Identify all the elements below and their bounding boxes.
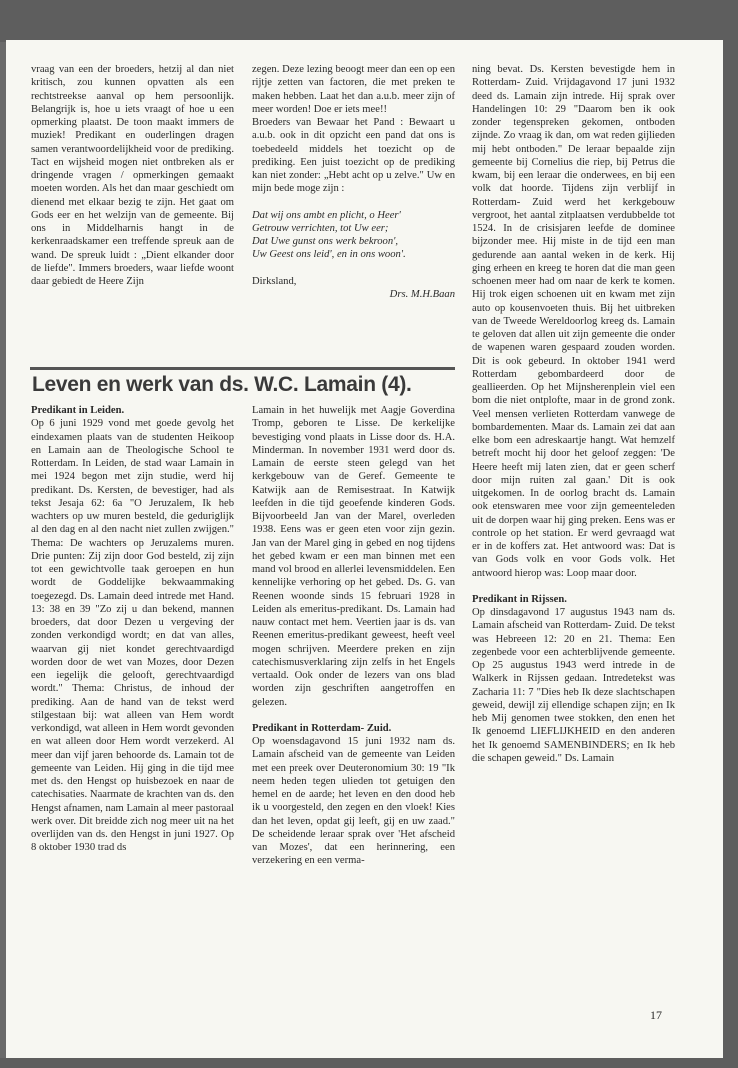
top-article-paragraph-2: Broeders van Bewaar het Pand : Bewaart u a.u.b. ook in dit opzicht een pand dat ons is toebedeeld middels het toezicht op de prediking. Een juist toezicht op de prediking kan niet zonder: „Hebt acht op u zelve." Uw en mijn bede moge zijn : — [252, 117, 455, 195]
scan-top-border — [0, 0, 738, 42]
section-heading-leiden: Predikant in Leiden. — [31, 405, 125, 416]
top-article-column-2 — [252, 63, 455, 301]
article-text-leiden: Op 6 juni 1929 vond met goede gevolg het eindexamen plaats van de studenten Heikoop en Lamain aan de Theologische School te Rotterdam. In Leiden, de stad waar Lamain in mei 1924 begon met zijn studie, werd hij predikant. Ds. Kersten, de bevestiger, had als tekst Jesaja 62: 6a "O Jeruzalem, Ik heb wachters op uw muren besteld, die geduriglijk al den dag en al den nacht niet zullen zwijgen." Thema: De wachters op Jeruzalems muren. Drie punten: Zij zijn door God besteld, zij zijn tot een gewichtvolle taak geroepen en hun wordt de Goddelijke bekwaammaking toegezegd. Ds. Lamain deed intrede met Hand. 13: 38 en 39 "Zo zij u dan bekend, mannen broeders, dat door Dezen u vergeving der zonden verkondigd wordt; en dat van alles, waarvan gij niet kondet gerechtvaardigd worden door de wet van Mozes, door Dezen een iegelijk die gelooft, gerechtvaardigd wordt." Thema: Christus, de inhoud der prediking. Aan de hand van de tekst werd stilgestaan bij: wat alleen van Hem wordt verkondigd, wat alleen in Hem wordt gevonden en wat alleen door Hem wordt verzekerd. Al meer dan vijf jaren behoorde ds. Lamain tot de gemeente van Leiden. Hij ging in die tijd mee met ds. den Hengst op huisbezoek en naar de catechisaties. Naarmate de krachten van ds. den Hengst afnamen, nam Lamain al meer pastoraal werk over. Dit breidde zich nog meer uit na het overlijden van ds. den Hengst in juni 1927. Op 8 oktober 1930 trad ds — [31, 418, 234, 854]
article-text-rotterdam: Op woensdagavond 15 juni 1932 nam ds. Lamain afscheid van de gemeente van Leiden met een preek over Deuteronomium 30: 19 "Ik neem heden tegen ulieden tot getuigen den hemel en de aarde; het leven en den dood heb ik u voorgesteld, den zegen en den vloek! Kies dan het leven, opdat gij leeft, gij en uw zaad." De scheidende leraar sprak over 'Het afscheid van Mozes', dat een herinnering, een verzekering en een verma- — [252, 736, 455, 867]
article-column-1 — [31, 404, 234, 855]
poem-line-1: Dat wij ons ambt en plicht, o Heer' — [252, 209, 401, 221]
place-line: Dirksland, — [252, 275, 297, 287]
top-article-paragraph-1: zegen. Deze lezing beoogt meer dan een op een rijtje zetten van factoren, die met preken te maken hebben. Laat het dan a.u.b. meer zijn of meer worden! Doe er iets mee!! — [252, 64, 455, 115]
article-column-3 — [472, 63, 675, 765]
top-article-column-1 — [31, 63, 234, 288]
author-signature: Drs. M.H.Baan — [389, 288, 455, 300]
article-text-leiden-continued: Lamain in het huwelijk met Aagje Goverdina Tromp, geboren te Lisse. De kerkelijke bevestiging vond plaats in Lisse door ds. H.A. Minderman. In november 1931 werd door ds. Lamain de eerste steen gelegd van het kerkgebouw van de Geref. Gemeente te Katwijk aan de Remisestraat. In Katwijk leefden in die tijd geoefende kinderen Gods. Bijvoorbeeld Jan van der Marel, overleden 1938. Eens was er geen eten voor zijn gezin. Jan van der Marel ging in gebed en nog tijdens het gebed kwam er een man binnen met een mand vol brood en allerlei levensmiddelen. Een kennelijke verhoring op het gebed. Ds. G. van Reenen woonde sinds 15 februari 1928 in Leiden als emeritus-predikant. Ds. Lamain had nauw contact met hem. Veertien jaar is ds. van Reenen emeritus-predikant geweest, heeft veel mogen schrijven. Meerdere preken en zijn catechismusverklaring zijn zelfs in het Engels vertaald. Ook onder de lezers van ons blad worden zijn geschriften aangetroffen en gelezen. — [252, 405, 455, 708]
article-title: Leven en werk van ds. W.C. Lamain (4). — [32, 373, 412, 396]
scan-bottom-border — [0, 1058, 738, 1068]
article-text-rotterdam-continued: ning bevat. Ds. Kersten bevestigde hem in Rotterdam- Zuid. Vrijdagavond 17 juni 1932 deed ds. Lamain zijn intrede. Hij sprak over Handelingen 10: 29 "Daarom ben ik ook zonder tegenspreken gekomen, ontboden zijnde. Zo vraag ik dan, om wat reden gijlieden mij hebt ontboden." De leraar bepaalde zijn gemeente bij Cornelius die riep, bij Petrus die kwam, bij een leraar die onderwees, en bij een volk dat hoorde. Tijdens zijn verblijf in Rotterdam- Zuid werd het kerkgebouw vergroot, het aantal zitplaatsen verdubbelde tot 1524. In de crisisjaren leefde de dominee bijzonder mee. Hij miste in de tijd een man gedurende aan aantal weken in de kerk. Hij ging erheen en kreeg te horen dat die man geen schoenen meer had om naar de kerk te komen. Hij trok eigen schoenen uit en kwam met zijn auto op kousenvoeten thuis. Bij het uitbreken van de Tweede Wereldoorlog kreeg ds. Lamain te geloven dat allen uit zijn gemeente die onder de wapenen waren gespaard zouden worden. Dit is ook gebeurd. In oktober 1941 werd Rotterdam gebombardeerd door de geallieerden. Op het Mijnsherenplein viel een bom die niet ontplofte, maar in de grond zonk. Veel mensen verlieten Rotterdam vanwege de bombardementen. Maar ds. Lamain zei dat aan elke bom een adreskaartje hangt. Wat hemzelf betreft mocht hij door het geloof zeggen: 'De Heere heeft mij laten zien, dat er geen scherf door mijn ruiten zal gaan.' Dit is ook uitgekomen. In de oorlog bracht ds. Lamain ook etenswaren mee voor zijn gemeenteleden uit de dorpen waar hij ging preken. Eens was er controle op het station. Er werd gevraagd wat er in de koffers zat. Het antwoord was: Dat is van Gods volk en voor Gods volk. Het antwoord hierop was: Loop maar door. — [472, 64, 675, 579]
poem-line-3: Dat Uwe gunst ons werk bekroon', — [252, 236, 399, 247]
section-heading-rotterdam: Predikant in Rotterdam- Zuid. — [252, 722, 392, 734]
page-number: 17 — [650, 1008, 662, 1022]
section-heading-rijssen: Predikant in Rijssen. — [472, 593, 567, 605]
poem-line-2: Getrouw verrichten, tot Uw eer; — [252, 222, 389, 234]
poem-line-4: Uw Geest ons leid', en in ons woon'. — [252, 249, 406, 261]
article-text-rijssen: Op dinsdagavond 17 augustus 1943 nam ds. Lamain afscheid van Rotterdam- Zuid. De tekst was Hebreeen 12: 20 en 21. Thema: Een zegenbede voor een achterblijvende gemeente. Op 25 augustus 1943 werd intrede in de Walkerk in Rijssen gedaan. Intredetekst was Zacharia 11: 7 "Dies heb Ik deze slachtschapen geweid, dewijl zij ellendige schapen zijn; en Ik heb Mij genomen twee stokken, den enen het Ik genoemd LIEFLIJKHEID en den anderen het Ik genoemd SAMENBINDERS; en Ik heb die schapen geweid." Ds. Lamain — [472, 607, 675, 764]
scan-right-border — [723, 0, 738, 1068]
section-divider — [30, 367, 455, 370]
article-column-2 — [252, 404, 455, 868]
top-article-text-1: vraag van een der broeders, hetzij al dan niet kritisch, zou kunnen opvatten als een rechtstreekse aanval op hem persoonlijk. Belangrijk is, hoe u iets vraagt of hoe u een opmerking plaatst. De toon maakt immers de muziek! Predikant en ouderlingen dragen samen verantwoordelijkheid voor de prediking. Tact en wijsheid mogen niet ontbreken als er dringende vragen / opmerkingen gemaakt moeten worden. Als het dan maar geschiedt om dienend met elkaar bezig te zijn. Het gaat om Gods eer en het welzijn van de gemeente. Bij ons in Middelharnis hangt in de kerkenraadskamer een treffende spreuk aan de wand. De spreuk luidt : „Dient elkander door de liefde". Immers broeders, waar liefde woont daar gebiedt de Heere Zijn — [31, 64, 234, 287]
